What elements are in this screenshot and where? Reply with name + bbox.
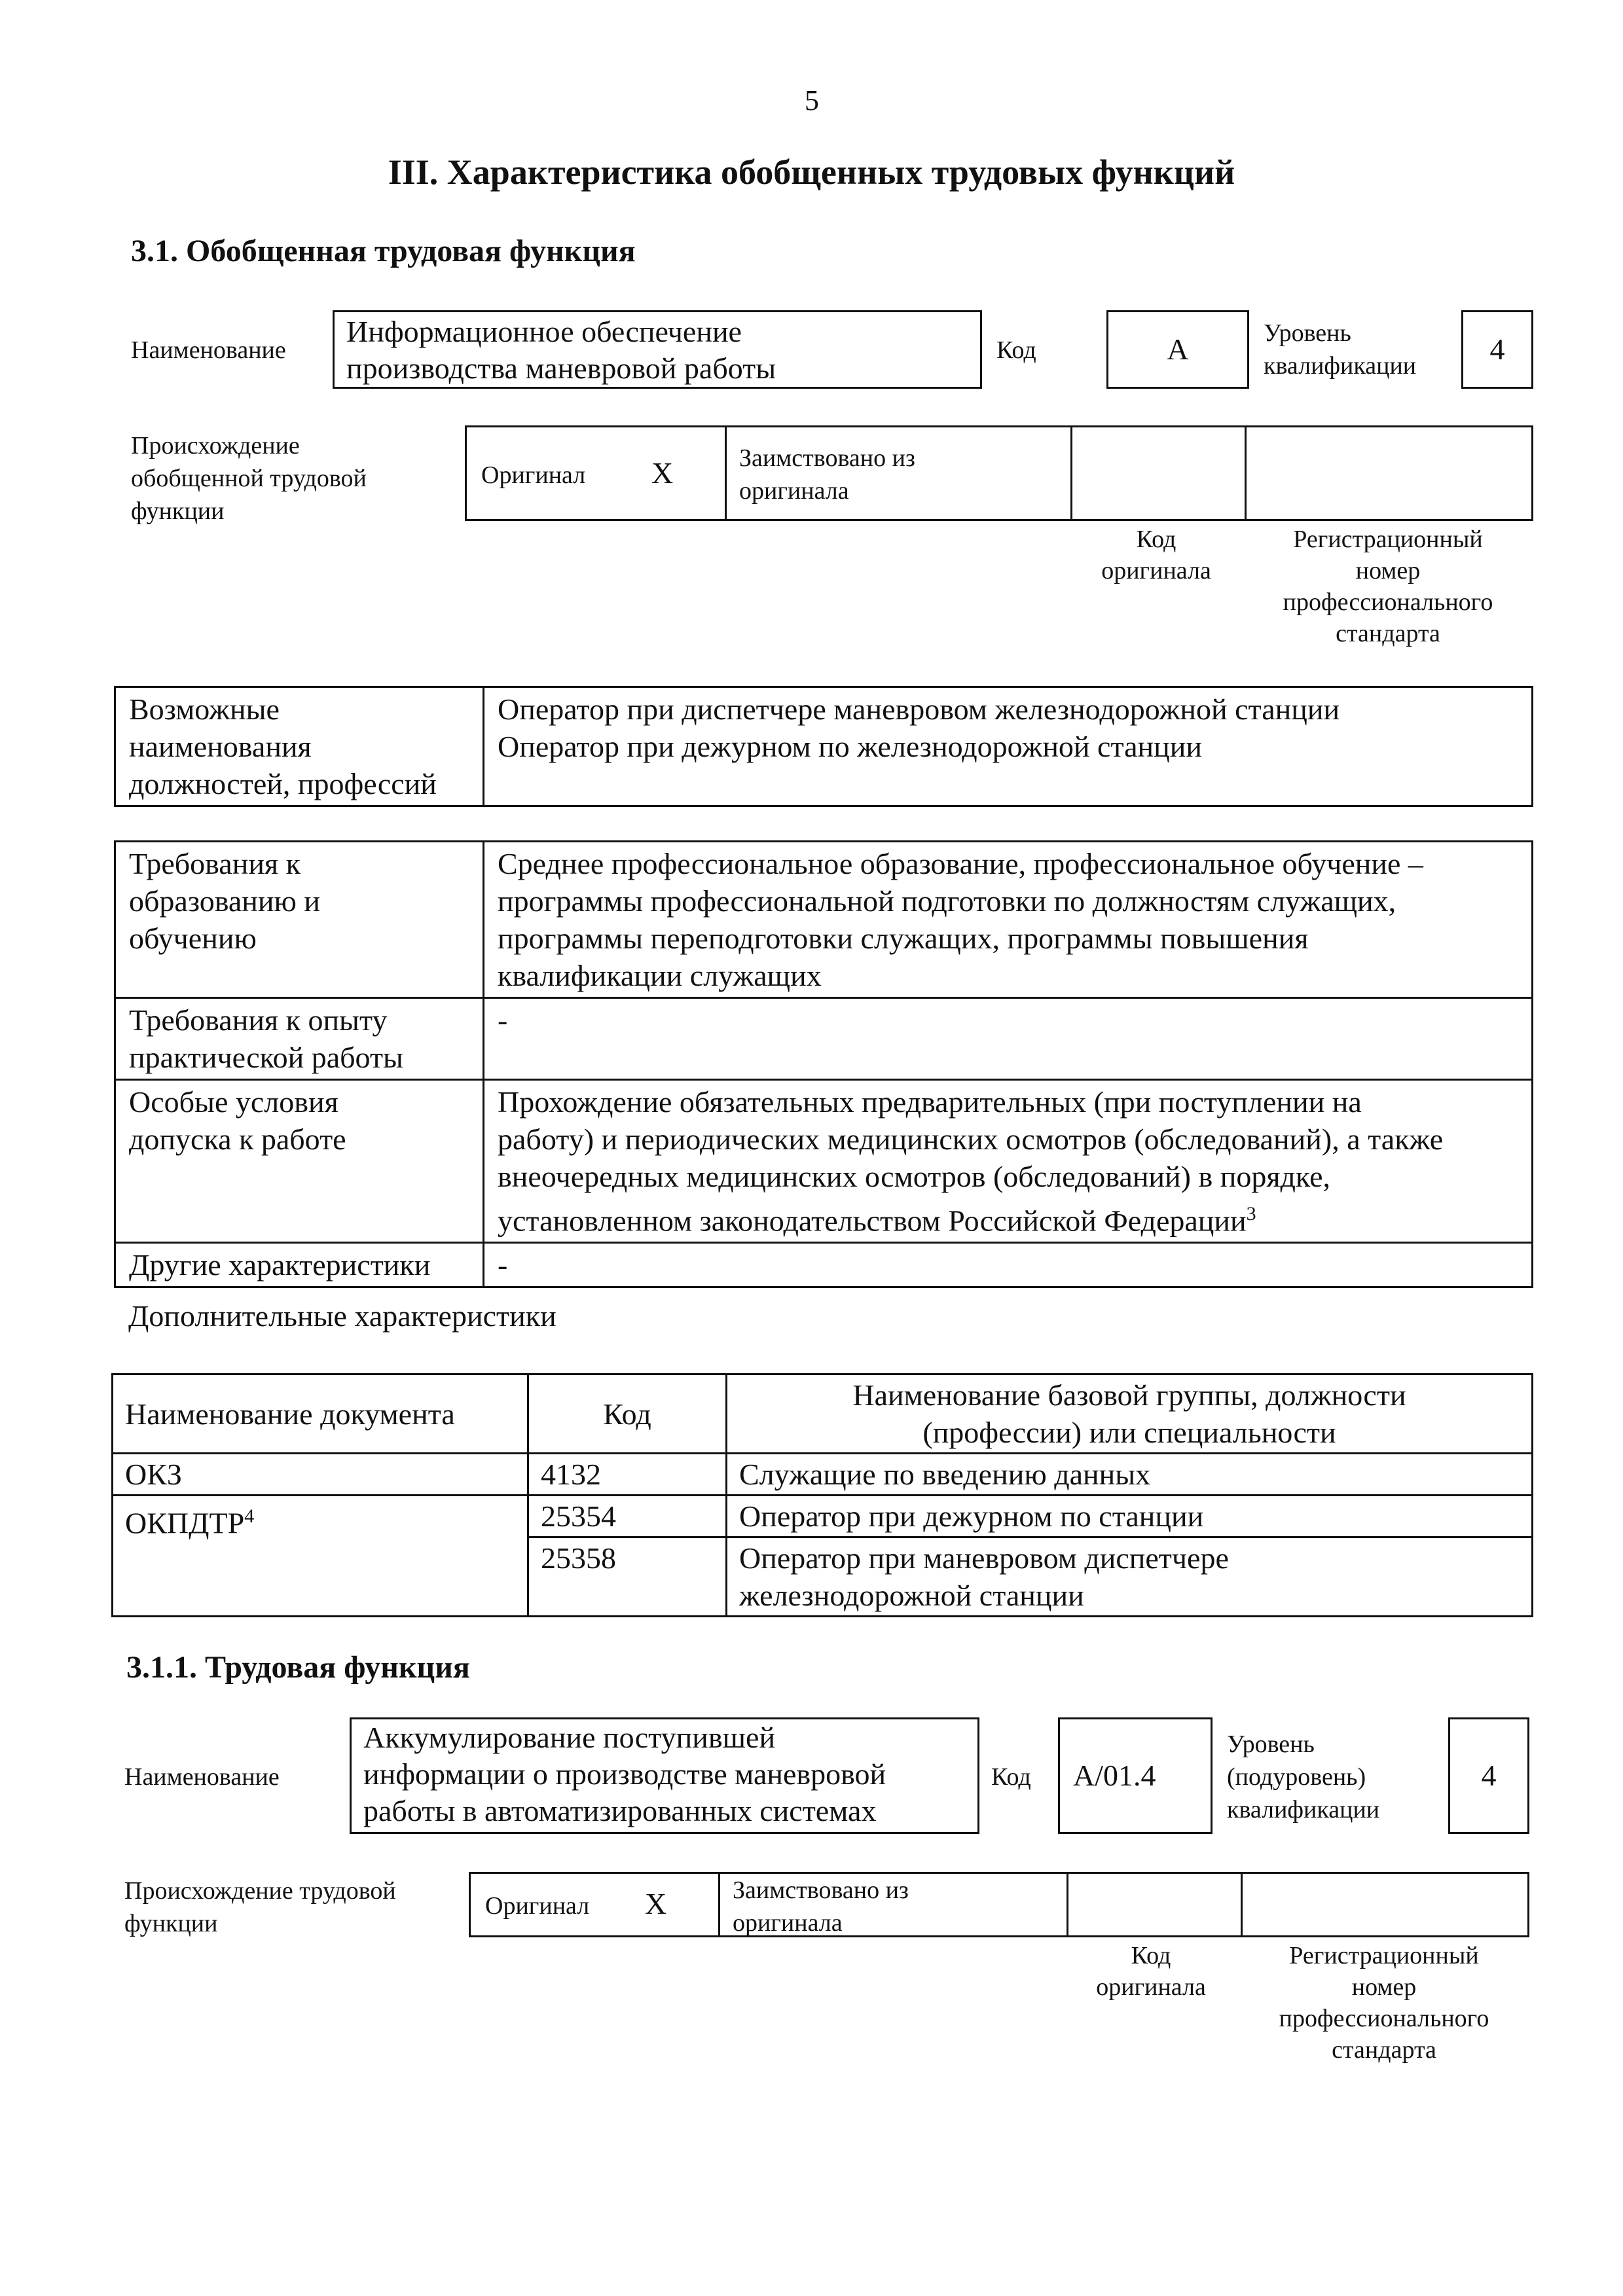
tf-original-mark: X (645, 1887, 667, 1920)
gtf-heading: 3.1. Обобщенная трудовая функция (131, 234, 636, 268)
cond-value-line3: внеочередных медицинских осмотров (обследований) в порядке, (498, 1160, 1331, 1193)
okpdtr-code-2: 25358 (528, 1537, 727, 1617)
exp-value: - (484, 998, 1533, 1080)
tf-borrowed-label (733, 1874, 909, 1939)
tf-name-line3: работы в автоматизированных системах (363, 1794, 877, 1827)
gtf-orig-code-caption-line2: оригинала (1101, 557, 1211, 584)
tf-orig-code-caption (1065, 1940, 1237, 2003)
gtf-reg-caption-line2: номер (1355, 557, 1421, 584)
tf-code-label: Код (991, 1763, 1031, 1791)
gtf-name-line1: Информационное обеспечение (346, 315, 742, 348)
cond-label-line2: допуска к работе (129, 1122, 346, 1156)
table-row (115, 1080, 1533, 1243)
tf-level-label-line3: квалификации (1227, 1796, 1380, 1823)
gtf-reg-caption-line1: Регистрационный (1293, 526, 1483, 553)
gtf-reg-caption (1244, 524, 1532, 649)
table-row (115, 842, 1533, 998)
divider (725, 427, 727, 519)
edu-value-line2: программы профессиональной подготовки по должностям служащих, (498, 884, 1396, 918)
gtf-origin-label-line1: Происхождение (131, 432, 300, 459)
tf-borrowed-line1: Заимствовано из (733, 1876, 909, 1904)
table-row (115, 998, 1533, 1080)
tf-reg-caption-line3: профессионального (1279, 2005, 1489, 2032)
gtf-level-value: 4 (1461, 310, 1533, 389)
additional-table (111, 1373, 1533, 1617)
tf-level-label-line2: (подуровень) (1227, 1763, 1366, 1791)
okz-doc: ОКЗ (113, 1454, 528, 1496)
gtf-code-value: A (1106, 310, 1249, 389)
positions-label-line2: наименования (129, 730, 312, 763)
gtf-level-label (1264, 317, 1416, 382)
gtf-reg-caption-line4: стандарта (1336, 620, 1440, 647)
tf-name-line1: Аккумулирование поступившей (363, 1721, 776, 1754)
edu-label-line3: обучению (129, 922, 257, 955)
cond-value (484, 1080, 1533, 1243)
edu-value (484, 842, 1533, 998)
other-label: Другие характеристики (115, 1243, 484, 1287)
cond-label (115, 1080, 484, 1243)
divider (1067, 1874, 1068, 1935)
footnote-ref: 3 (1246, 1203, 1256, 1225)
col-code-header: Код (528, 1374, 727, 1454)
edu-value-line3: программы переподготовки служащих, программы повышения (498, 922, 1309, 955)
tf-heading: 3.1.1. Трудовая функция (126, 1650, 470, 1685)
gtf-name-label: Наименование (131, 336, 286, 364)
section-title: III. Характеристика обобщенных трудовых функций (388, 152, 1235, 192)
exp-label (115, 998, 484, 1080)
tf-original-label: Оригинал (485, 1892, 590, 1920)
positions-label (115, 687, 484, 806)
gtf-borrowed-line1: Заимствовано из (739, 444, 915, 472)
gtf-original-mark: X (651, 456, 674, 490)
gtf-origin-label-line2: обобщенной трудовой (131, 465, 367, 492)
edu-label (115, 842, 484, 998)
tf-orig-code-caption-line1: Код (1131, 1942, 1171, 1969)
okpdtr-name-1: Оператор при дежурном по станции (727, 1496, 1533, 1537)
tf-reg-caption (1239, 1940, 1529, 2066)
tf-name-label: Наименование (124, 1763, 280, 1791)
gtf-orig-code-caption (1070, 524, 1243, 586)
positions-label-line1: Возможные (129, 692, 280, 726)
table-row (115, 1243, 1533, 1287)
table-row (113, 1374, 1533, 1454)
positions-label-line3: должностей, профессий (129, 767, 437, 800)
edu-label-line2: образованию и (129, 884, 320, 918)
okpdtr-name-2-line1: Оператор при маневровом диспетчере (739, 1541, 1229, 1575)
positions-table (114, 686, 1533, 807)
gtf-orig-code-caption-line1: Код (1136, 526, 1176, 553)
okpdtr-doc (113, 1496, 528, 1617)
okpdtr-name-2 (727, 1537, 1533, 1617)
positions-value-line2: Оператор при дежурном по железнодорожной станции (498, 730, 1203, 763)
okz-name: Служащие по введению данных (727, 1454, 1533, 1496)
okz-code: 4132 (528, 1454, 727, 1496)
okpdtr-doc-text: ОКПДТР (125, 1506, 245, 1540)
table-row (113, 1454, 1533, 1496)
gtf-code-label: Код (996, 336, 1036, 364)
gtf-original-label: Оригинал (481, 461, 586, 489)
tf-level-label (1227, 1728, 1379, 1826)
cond-label-line1: Особые условия (129, 1085, 338, 1119)
tf-level-value: 4 (1448, 1717, 1529, 1834)
tf-borrowed-line2: оригинала (733, 1909, 843, 1937)
divider (718, 1874, 720, 1935)
gtf-borrowed-label (739, 442, 915, 507)
edu-label-line1: Требования к (129, 847, 301, 880)
gtf-level-label-line1: Уровень (1264, 319, 1351, 347)
requirements-table (114, 840, 1533, 1288)
col-name-header-line2: (профессии) или специальности (922, 1416, 1336, 1449)
tf-origin-label-line2: функции (124, 1910, 218, 1937)
gtf-name-line2: производства маневровой работы (346, 351, 776, 385)
table-row (115, 687, 1533, 806)
gtf-origin-box (465, 425, 1533, 521)
exp-label-line1: Требования к опыту (129, 1003, 388, 1037)
tf-reg-caption-line4: стандарта (1332, 2036, 1436, 2064)
tf-code-value: A/01.4 (1058, 1717, 1213, 1834)
exp-label-line2: практической работы (129, 1041, 403, 1074)
tf-name-box (350, 1717, 979, 1834)
table-row (113, 1496, 1533, 1537)
additional-heading: Дополнительные характеристики (128, 1299, 556, 1333)
gtf-reg-caption-line3: профессионального (1283, 588, 1493, 616)
tf-name-line2: информации о производстве маневровой (363, 1757, 886, 1791)
divider (1245, 427, 1247, 519)
gtf-origin-label-line3: функции (131, 497, 225, 525)
divider (1070, 427, 1072, 519)
page-number: 5 (805, 84, 819, 117)
tf-orig-code-caption-line2: оригинала (1096, 1973, 1206, 2001)
cond-value-line4-text: установленном законодательством Российской Федерации (498, 1204, 1247, 1238)
other-value: - (484, 1243, 1533, 1287)
positions-value (484, 687, 1533, 806)
col-name-header-line1: Наименование базовой группы, должности (852, 1378, 1406, 1412)
tf-reg-caption-line2: номер (1351, 1973, 1417, 2001)
positions-value-line1: Оператор при диспетчере маневровом железнодорожной станции (498, 692, 1340, 726)
gtf-name-box (333, 310, 982, 389)
okpdtr-name-2-line2: железнодорожной станции (739, 1579, 1084, 1612)
gtf-level-label-line2: квалификации (1264, 352, 1417, 380)
cond-value-line1: Прохождение обязательных предварительных (при поступлении на (498, 1085, 1362, 1119)
tf-origin-label-line1: Происхождение трудовой (124, 1877, 396, 1905)
okpdtr-code-1: 25354 (528, 1496, 727, 1537)
cond-value-line2: работу) и периодических медицинских осмотров (обследований), а также (498, 1122, 1444, 1156)
tf-reg-caption-line1: Регистрационный (1289, 1942, 1479, 1969)
cond-value-line4 (498, 1195, 1518, 1239)
edu-value-line4: квалификации служащих (498, 959, 822, 992)
tf-origin-box (469, 1872, 1529, 1937)
footnote-ref: 4 (244, 1505, 255, 1527)
tf-origin-label (124, 1874, 396, 1940)
col-doc-header: Наименование документа (113, 1374, 528, 1454)
tf-level-label-line1: Уровень (1227, 1731, 1315, 1758)
edu-value-line1: Среднее профессиональное образование, профессиональное обучение – (498, 847, 1423, 880)
col-name-header (727, 1374, 1533, 1454)
divider (1241, 1874, 1243, 1935)
gtf-origin-label (131, 429, 367, 528)
gtf-borrowed-line2: оригинала (739, 477, 849, 505)
